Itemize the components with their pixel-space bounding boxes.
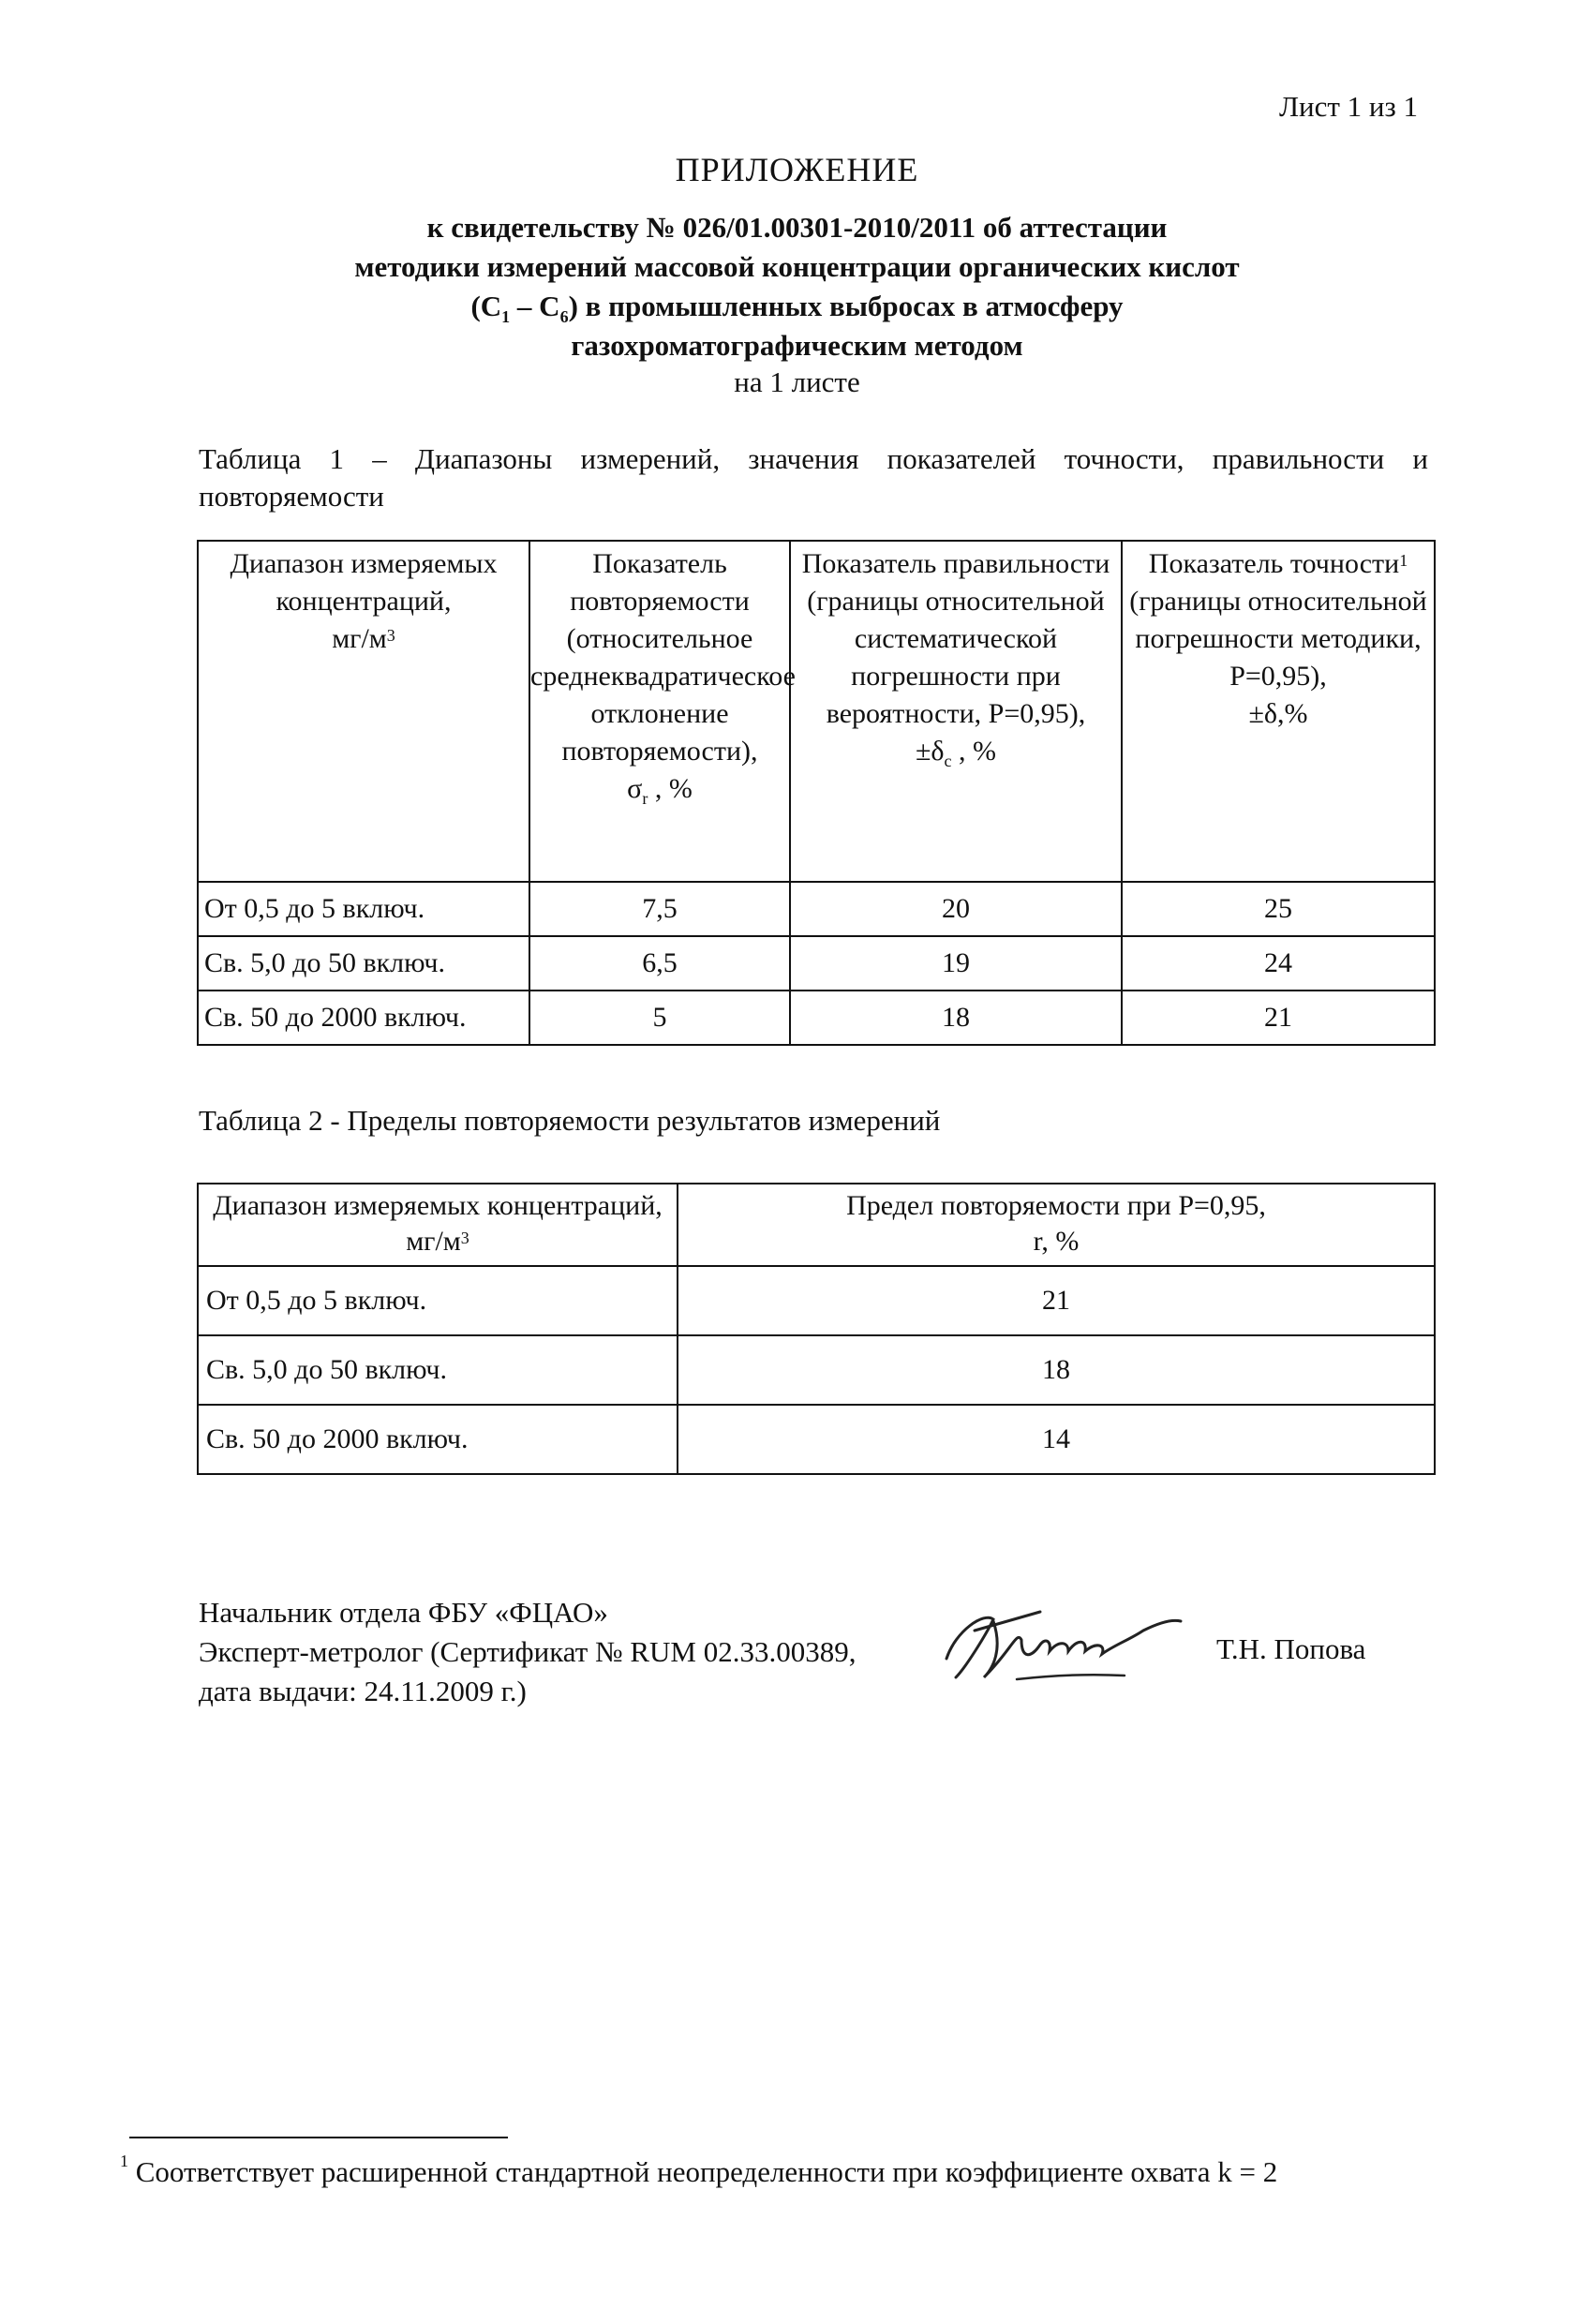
- table1-header-accuracy-sup: 1: [1399, 551, 1408, 570]
- heading-line-3-c: ) в промышленных выбросах в атмосферу: [568, 290, 1124, 322]
- table1: [197, 540, 1436, 1046]
- signatory-certificate: Эксперт-метролог (Сертификат № RUM 02.33.00389,: [199, 1635, 857, 1668]
- heading-sub-6: 6: [559, 307, 569, 327]
- table1-header-range-unit: мг/м: [332, 623, 387, 654]
- table1-header-accuracy-symbol: ±δ,%: [1248, 698, 1308, 729]
- table1-header-repeatability-unit: , %: [648, 773, 693, 804]
- table1-header-correctness-sub: c: [944, 752, 952, 770]
- table2-caption: Таблица 2 - Пределы повторяемости результатов измерений: [199, 1104, 941, 1137]
- table1-header-correctness-text: Показатель правильности (границы относительной систематической погрешности при вероятности, P=0,95),: [801, 548, 1110, 729]
- document-title: ПРИЛОЖЕНИЕ: [675, 151, 919, 188]
- footnote-marker: 1: [120, 2152, 128, 2170]
- signature-icon: [928, 1593, 1190, 1696]
- table1-cell-repeatability: 7,5: [529, 882, 790, 936]
- table-row: [198, 1335, 1435, 1405]
- table2: [197, 1183, 1436, 1475]
- table1-caption: Таблица 1 – Диапазоны измерений, значения показателей точности, правильности и повторяемости: [199, 442, 1428, 513]
- heading-line-2: методики измерений массовой концентрации органических кислот: [354, 250, 1240, 283]
- table2-cell-limit: 18: [678, 1335, 1435, 1405]
- table2-cell-range: Св. 5,0 до 50 включ.: [198, 1335, 678, 1405]
- footnote: [120, 2152, 1278, 2189]
- footnote-divider: [129, 2137, 508, 2138]
- table1-cell-correctness: 18: [790, 991, 1122, 1045]
- table2-cell-limit: 21: [678, 1266, 1435, 1335]
- table1-cell-range: От 0,5 до 5 включ.: [198, 882, 529, 936]
- table2-cell-range: Св. 50 до 2000 включ.: [198, 1405, 678, 1474]
- heading-sub-1: 1: [501, 307, 511, 327]
- table1-header-repeatability: [529, 541, 796, 882]
- heading-line-3-b: – C: [510, 290, 560, 322]
- table1-header-accuracy: [1122, 541, 1435, 882]
- table1-header-row: [198, 541, 1435, 882]
- table1-header-repeatability-text: Показатель повторяемости (относительное среднеквадратичеcкое отклонение повторяемости),: [530, 548, 796, 767]
- table2-cell-range: От 0,5 до 5 включ.: [198, 1266, 678, 1335]
- signatory-issue-date: дата выдачи: 24.11.2009 г.): [199, 1675, 527, 1707]
- table2-header-range-sup: 3: [460, 1229, 469, 1247]
- table1-cell-accuracy: 24: [1122, 936, 1435, 991]
- table-row: [198, 936, 1435, 991]
- table1-header-correctness-symbol: ±δ: [915, 736, 945, 767]
- table2-header-row: [198, 1184, 1435, 1266]
- heading-subtitle: на 1 листе: [734, 365, 860, 398]
- heading-line-1: к свидетельству № 026/01.00301-2010/2011 об аттестации: [426, 211, 1168, 244]
- table1-cell-repeatability: 6,5: [529, 936, 790, 991]
- signatory-position: Начальник отдела ФБУ «ФЦАО»: [199, 1596, 608, 1629]
- table1-header-accuracy-text-a: Показатель точности: [1148, 548, 1400, 579]
- table1-header-range-sup: 3: [386, 626, 395, 645]
- table1-header-repeatability-sub: r: [642, 789, 648, 808]
- heading-line-4: газохроматографическим методом: [571, 329, 1023, 362]
- table1-header-repeatability-symbol: σ: [627, 773, 643, 804]
- table2-header-limit-line1: Предел повторяемости при P=0,95,: [846, 1190, 1266, 1221]
- table2-header-range-text: Диапазон измеряемых концентраций, мг/м: [213, 1190, 663, 1257]
- table1-cell-correctness: 19: [790, 936, 1122, 991]
- table1-header-correctness-unit: , %: [951, 736, 997, 767]
- signer-name: Т.Н. Попова: [1216, 1632, 1366, 1665]
- table1-cell-accuracy: 21: [1122, 991, 1435, 1045]
- handwritten-signature: [928, 1593, 1190, 1701]
- table1-header-accuracy-text-b: (границы относительной погрешности методики, P=0,95),: [1129, 586, 1427, 692]
- table2-header-limit: [678, 1184, 1435, 1266]
- table1-header-correctness: [790, 541, 1122, 882]
- sheet-number: Лист 1 из 1: [1278, 90, 1418, 123]
- table-row: [198, 1266, 1435, 1335]
- table1-cell-range: Св. 5,0 до 50 включ.: [198, 936, 529, 991]
- table1-cell-repeatability: 5: [529, 991, 790, 1045]
- table1-cell-range: Св. 50 до 2000 включ.: [198, 991, 529, 1045]
- table1-header-range: [198, 541, 529, 882]
- table-row: [198, 1405, 1435, 1474]
- table1-cell-accuracy: 25: [1122, 882, 1435, 936]
- table2-header-limit-line2: r, %: [1033, 1226, 1080, 1257]
- table-row: [198, 991, 1435, 1045]
- table2-cell-limit: 14: [678, 1405, 1435, 1474]
- table1-cell-correctness: 20: [790, 882, 1122, 936]
- heading-line-3-a: (C: [470, 290, 502, 322]
- signatory-block: [199, 1593, 857, 1711]
- table-row: [198, 882, 1435, 936]
- table2-header-range: [198, 1184, 678, 1266]
- footnote-text: Соответствует расширенной стандартной неопределенности при коэффициенте охвата k = 2: [128, 2155, 1278, 2188]
- table1-header-range-text: Диапазон измеряемых концентраций,: [230, 548, 498, 617]
